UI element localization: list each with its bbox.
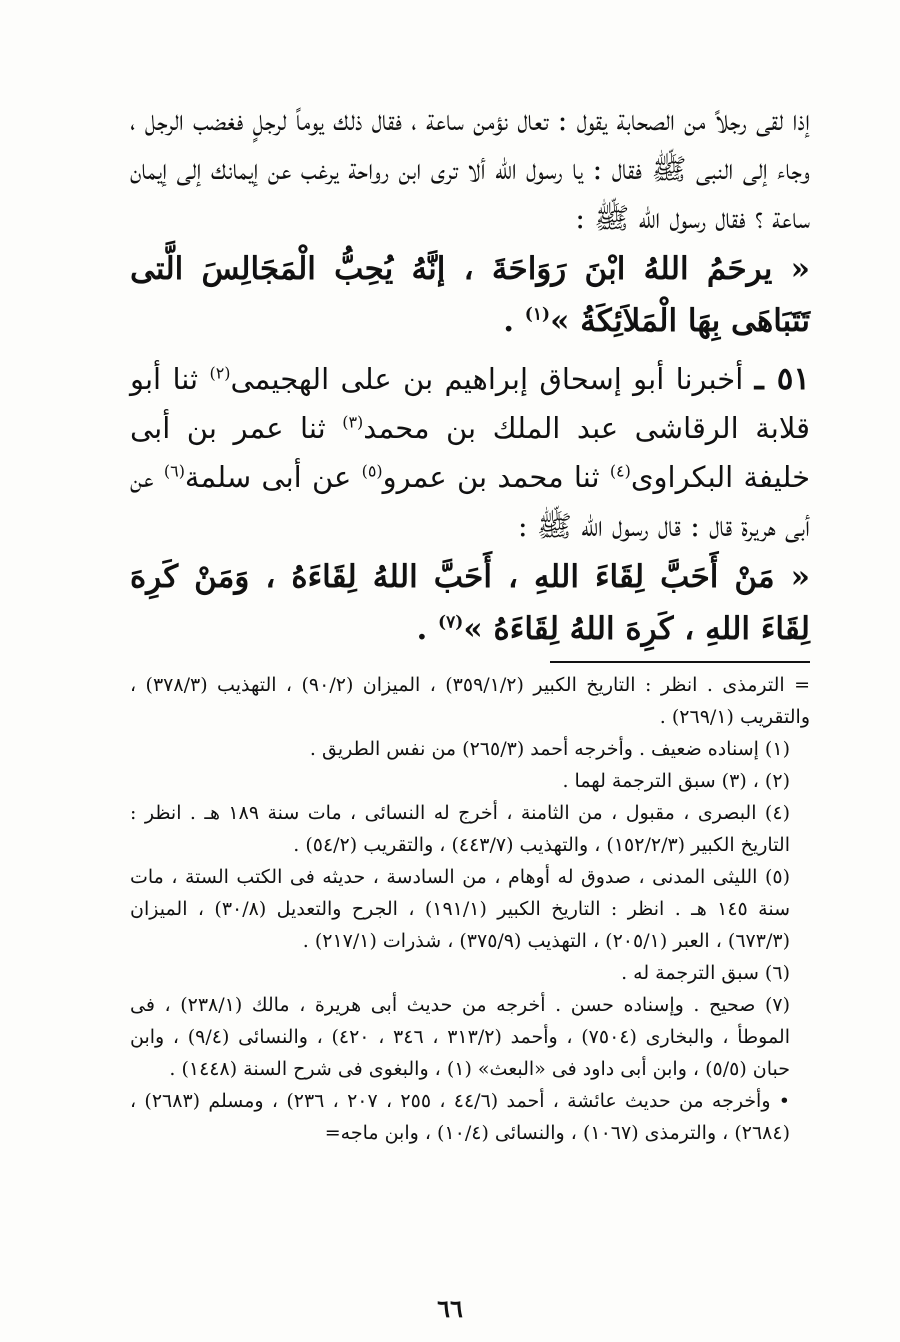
hadith-1-text: « يرحَمُ اللهُ ابْنَ رَوَاحَةَ ، إنَّهُ يُحِبُّ الْمَجَالِسَ الَّتى تَتَبَاهَى بِهَا الْمَلاَئِكَةُ » <box>130 251 810 339</box>
footnote-6: (٦) سبق الترجمة له . <box>621 962 790 984</box>
hadith-1: « يرحَمُ اللهُ ابْنَ رَوَاحَةَ ، إنَّهُ يُحِبُّ الْمَجَالِسَ الَّتى تَتَبَاهَى بِهَا الْمَلاَئِكَةُ »$^{(١)}$ . <box>130 251 810 339</box>
hadith-2: « مَنْ أَحَبَّ لِقَاءَ اللهِ ، أَحَبَّ اللهُ لِقَاءَهُ ، وَمَنْ كَرِهَ لِقَاءَ اللهِ ، كَرِهَ اللهُ لِقَاءَهُ »$^{(٧)}$ . <box>130 559 810 647</box>
footnote-continuation: = الترمذى . انظر : التاريخ الكبير (٣٥٩/١/٢) ، الميزان (٩٠/٢) ، التهذيب (٣٧٨/٣) ، والتقريب (٢٦٩/١) . <box>130 674 810 728</box>
page-number: ٦٦ <box>437 1294 463 1323</box>
isnad-b: ثنا أبو قلابة الرقاشى عبد الملك بن محمد <box>130 362 810 445</box>
paragraph-1: إذا لقى رجلاً من الصحابة يقول : تعال نؤمن ساعة ، فقال ذلك يوماً لرجلٍ فغضب الرجل ، وجاء إلى النبى ﷺ فقال : يا رسول الله ألا ترى ابن رواحة يرغب عن إيمانك إلى إيمان ساعة ؟ فقال رسول الله ﷺ : <box>130 103 810 235</box>
footnote-4: (٤) البصرى ، مقبول ، من الثامنة ، أخرج له النسائى ، مات سنة ١٨٩ هـ . انظر : التاريخ الكبير (١٥٢/٢/٣) ، والتهذيب (٤٤٣/٧) ، والتقريب (٥٤/٢) . <box>130 802 790 856</box>
hadith-2-text: « مَنْ أَحَبَّ لِقَاءَ اللهِ ، أَحَبَّ اللهُ لِقَاءَهُ ، وَمَنْ كَرِهَ لِقَاءَ اللهِ ، كَرِهَ اللهُ لِقَاءَهُ » <box>130 559 810 647</box>
footnote-7: (٧) صحيح . وإسناده حسن . أخرجه من حديث أبى هريرة ، مالك (٢٣٨/١) ، فى الموطأ ، والبخارى (٧٥٠٤) ، وأحمد (٣١٣/٢ ، ٣٤٦ ، ٤٢٠) ، والنسائى (٩/٤) ، وابن حبان (٥/٥) ، وابن أبى داود فى «البعث» (١) ، والبغوى فى شرح السنة (١٤٤٨) . <box>130 994 791 1080</box>
footnote-divider <box>550 661 810 663</box>
paragraph-2 <box>130 355 810 551</box>
footnotes <box>130 669 810 1149</box>
footnote-ref-2: (٢) <box>209 363 231 383</box>
footnote-7-continued: • وأخرجه من حديث عائشة ، أحمد (٤٤/٦ ، ٢٥٥ ، ٢٠٧ ، ٢٣٦) ، ومسلم (٢٦٨٣) ، (٢٦٨٤) ، والترمذى (١٠٦٧) ، والنسائى (١٠/٤) ، وابن ماجه= <box>130 1090 791 1144</box>
entry-number: ٥١ ـ <box>754 361 811 397</box>
footnote-ref-3: (٣) <box>342 412 364 432</box>
footnote-ref-7: (٧) <box>438 612 464 633</box>
footnote-ref-6: (٦) <box>163 461 185 481</box>
footnote-5: (٥) الليثى المدنى ، صدوق له أوهام ، من السادسة ، حديثه فى الكتب الستة ، مات سنة ١٤٥ هـ . انظر : التاريخ الكبير (١٩١/١) ، الجرح والتعديل (٣٠/٨) ، الميزان (٦٧٣/٣) ، العبر (٢٠٥/١) ، التهذيب (٣٧٥/٩) ، شذرات (٢١٧/١) . <box>130 866 790 952</box>
main-text <box>130 96 810 655</box>
isnad-a: أخبرنا أبو إسحاق إبراهيم بن على الهجيمى <box>230 362 744 396</box>
isnad-f: عن أبى هريرة قال : قال رسول الله ﷺ : <box>130 460 810 543</box>
isnad-e: عن أبى سلمة <box>184 460 352 494</box>
footnote-ref-1: (١) <box>524 304 551 325</box>
isnad-d: ثنا محمد بن عمرو <box>382 460 600 494</box>
footnote-1: (١) إسناده ضعيف . وأخرجه أحمد (٢٦٥/٣) من نفس الطريق . <box>309 738 790 760</box>
isnad-c: ثنا عمر بن أبى خليفة البكراوى <box>130 411 810 494</box>
footnote-ref-5: (٥) <box>361 461 383 481</box>
footnote-2-3: (٢) ، (٣) سبق الترجمة لهما . <box>562 770 790 792</box>
footnote-ref-4: (٤) <box>609 461 631 481</box>
